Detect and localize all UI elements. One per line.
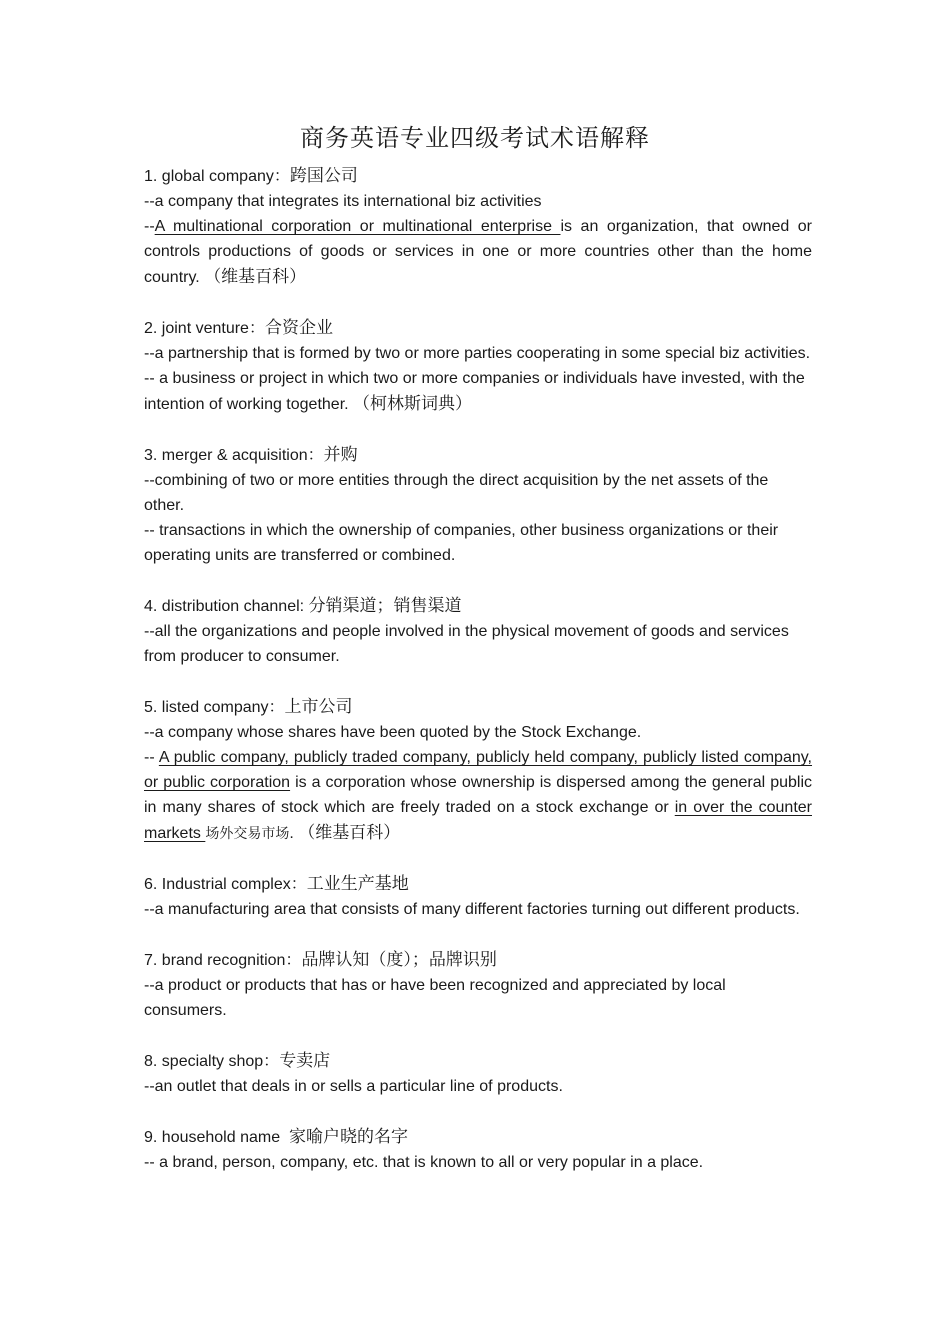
definition-text: is a corporation whose ownership is dispersed among the general public in many shares of stock which are freely traded on a stock exchange or [144,774,812,816]
term-list [144,163,812,1200]
definition-1: --a company that integrates its international biz activities [144,193,542,210]
source-note: （维基百科） [204,267,307,286]
document-title: 商务英语专业四级考试术语解释 [300,124,650,152]
term-entry-industrial-complex [144,871,812,922]
definition-2 [144,366,812,417]
term-zh: 合资企业 [264,318,333,337]
term-en: 6. Industrial complex： [144,876,307,893]
wiki-link-text[interactable]: A public company, publicly traded company, publicly held company, publicly listed company, or public corporation [144,749,813,791]
term-heading [144,1124,812,1150]
definition-1: --a manufacturing area that consists of many different factories turning out different products. [144,901,800,918]
term-heading [144,871,812,897]
term-entry-distribution-channel [144,593,812,669]
term-entry-listed-company [144,694,812,846]
term-entry-global-company [144,163,812,290]
term-zh: 品牌认知（度）；品牌识别 [301,950,497,969]
definition-2 [144,214,812,290]
definition-1: --an outlet that deals in or sells a particular line of products. [144,1078,563,1095]
definition-2 [144,745,812,846]
term-en: 2. joint venture： [144,320,265,337]
term-en: 9. household name [144,1129,281,1146]
term-heading [144,947,812,973]
otc-link-text[interactable]: in over the counter markets [144,799,812,842]
term-zh: 分销渠道；销售渠道 [308,596,462,615]
source-note: （维基百科） [298,823,401,842]
term-entry-brand-recognition [144,947,812,1023]
definition-text: is an organization, that owned or controls productions of goods or services in one or more countries other than the home country. [144,218,812,286]
definition-1: --a product or products that has or have been recognized and appreciated by local consumers. [144,977,726,1019]
term-en: 7. brand recognition： [144,952,302,969]
term-entry-merger-acquisition [144,442,812,568]
definition-1: --combining of two or more entities through the direct acquisition by the net assets of the other. [144,472,769,514]
dash-prefix: -- [144,218,155,235]
term-zh: 跨国公司 [289,166,358,185]
term-en: 4. distribution channel: [144,598,305,615]
source-note: （柯林斯词典） [353,394,473,413]
definition-1: --a partnership that is formed by two or more parties cooperating in some special biz activities. [144,345,811,362]
dash-prefix: -- [144,749,159,766]
term-heading [144,593,812,619]
definition-1: --all the organizations and people involved in the physical movement of goods and services from producer to consumer. [144,623,789,665]
definition-2: -- transactions in which the ownership of companies, other business organizations or their operating units are transferred or combined. [144,522,779,564]
definition-text: -- a business or project in which two or more companies or individuals have invested, with the intention of working together. [144,370,805,413]
term-zh: 上市公司 [284,697,353,716]
term-en: 3. merger & acquisition： [144,447,324,464]
term-zh: 工业生产基地 [306,874,409,893]
term-en: 5. listed company： [144,699,285,716]
term-heading [144,315,812,341]
term-entry-specialty-shop [144,1048,812,1099]
otc-zh: 场外交易市场 [205,825,290,841]
term-entry-joint-venture [144,315,812,417]
term-en: 8. specialty shop： [144,1053,280,1070]
wiki-link-text[interactable]: A multinational corporation or multinational enterprise [154,218,561,235]
term-en: 1. global company： [144,168,290,185]
term-zh: 并购 [323,445,358,464]
term-zh: 家喻户晓的名字 [289,1127,408,1146]
term-heading [144,442,812,468]
definition-1: --a company whose shares have been quoted by the Stock Exchange. [144,724,642,741]
term-heading [144,694,812,720]
term-heading [144,1048,812,1074]
term-heading [144,163,812,189]
definition-1: -- a brand, person, company, etc. that is known to all or very popular in a place. [144,1154,704,1171]
term-zh: 专卖店 [279,1051,331,1070]
term-entry-household-name [144,1124,812,1175]
period: . [289,825,294,842]
